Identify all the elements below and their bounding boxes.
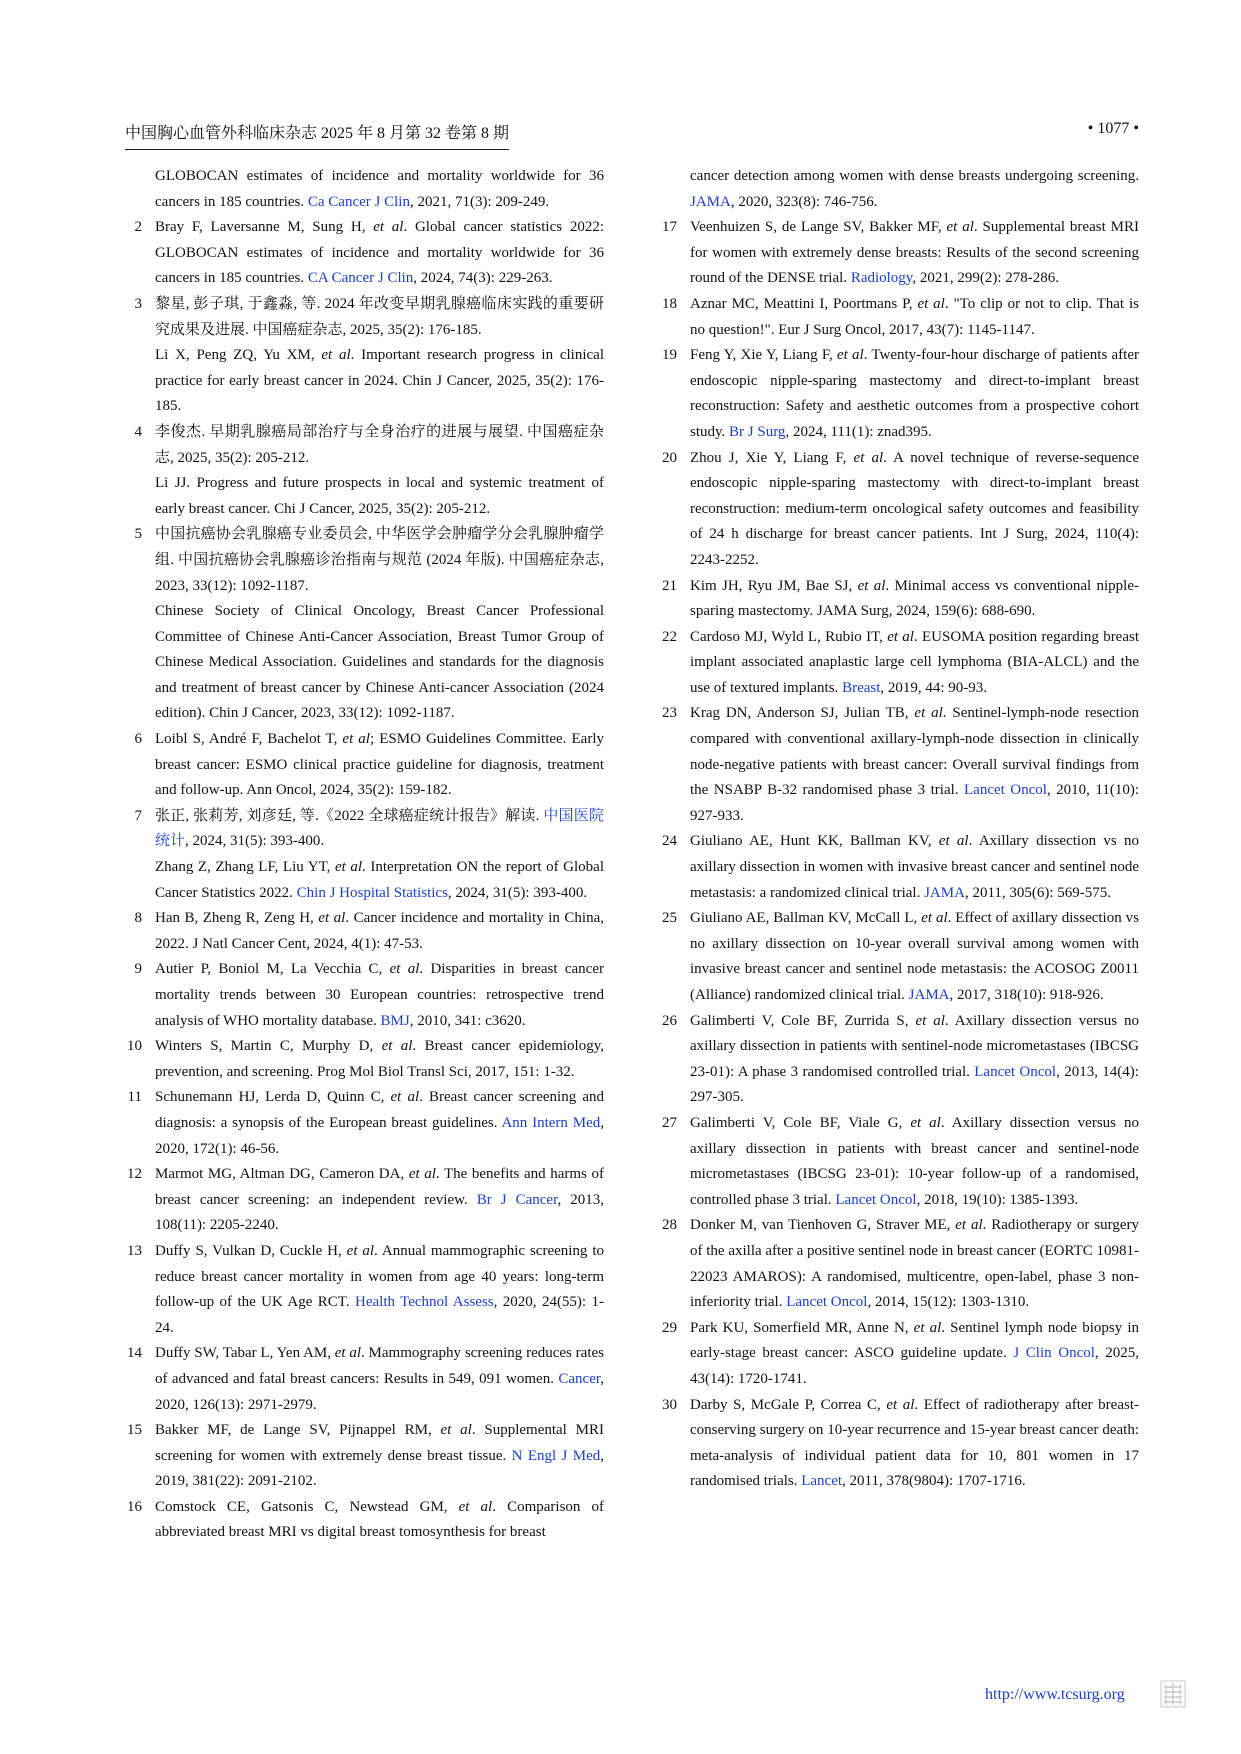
reference-text xyxy=(690,1213,1139,1315)
reference-item xyxy=(122,957,604,1034)
reference-item xyxy=(657,906,1139,1008)
reference-text xyxy=(155,420,604,471)
et-al-text: et al xyxy=(836,347,864,364)
reference-item xyxy=(122,727,604,804)
reference-text xyxy=(155,1034,604,1085)
reference-item xyxy=(122,1239,604,1341)
reference-text xyxy=(155,804,604,855)
reference-number: 30 xyxy=(662,1396,677,1413)
et-al-text: et al xyxy=(381,1038,413,1055)
journal-link[interactable]: JAMA xyxy=(924,884,965,901)
citation-text: Giuliano AE, Ballman KV, McCall L, xyxy=(690,910,922,927)
references-column-right xyxy=(657,164,1139,1495)
journal-link[interactable]: Lancet Oncol xyxy=(974,1063,1057,1080)
reference-number: 24 xyxy=(662,833,677,850)
reference-item xyxy=(122,1495,604,1546)
et-al-text: et al xyxy=(321,347,351,364)
reference-item xyxy=(657,1213,1139,1315)
reference-number: 6 xyxy=(134,731,142,748)
citation-text: . Mammography screening reduces rates of advanced and fatal breast cancers: Results in 549, 091 women. xyxy=(155,1345,604,1387)
reference-text xyxy=(690,215,1139,292)
reference-text xyxy=(155,855,604,906)
citation-text: . Disparities in breast cancer mortality trends between 30 European countries: retrospective trend analysis of WHO mortality database. xyxy=(155,961,604,1029)
reference-item xyxy=(122,420,604,522)
citation-text: Chinese Society of Clinical Oncology, Breast Cancer Professional Committee of Chinese Anti-Cancer Association, Breast Tumor Group of Chinese Medical Association. Guidelines and standards for the diagnosis and treatment of breast cancer by Chinese Anti-cancer Association (2024 edition). Chin J Cancer, 2023, 33(12): 1092-1187. xyxy=(155,603,604,722)
reference-number: 10 xyxy=(127,1038,142,1055)
reference-text xyxy=(155,1085,604,1162)
et-al-text: et al xyxy=(373,219,404,236)
journal-link[interactable]: Radiology xyxy=(850,270,913,287)
et-al-text: et al xyxy=(853,449,884,466)
et-al-text: et al xyxy=(857,577,886,594)
citation-text: . Sentinel lymph node biopsy in early-stage breast cancer: ASCO guideline update. xyxy=(690,1319,1139,1362)
reference-text xyxy=(690,625,1139,702)
journal-link[interactable]: 中国医院统计 xyxy=(155,807,604,850)
journal-link[interactable]: JAMA xyxy=(690,193,731,210)
journal-link[interactable]: Breast xyxy=(842,679,881,696)
citation-text: Li JJ. Progress and future prospects in local and systemic treatment of early breast cancer. Chi J Cancer, 2025, 35(2): 205-212. xyxy=(155,475,604,517)
reference-item xyxy=(657,1009,1139,1111)
journal-link[interactable]: BMJ xyxy=(380,1012,410,1029)
reference-number: 11 xyxy=(127,1089,142,1106)
citation-text: Darby S, McGale P, Correa C, xyxy=(690,1396,887,1413)
journal-link[interactable]: JAMA xyxy=(908,987,950,1003)
citation-text: . A novel technique of reverse-sequence endoscopic nipple-sparing mastectomy with direct-to-implant breast reconstruction: medium-term oncological safety outcomes and feasibility of 24 h discharge for breast cancer patients. Int J Surg, 2024, 110(4): 2243-2252. xyxy=(690,449,1139,568)
citation-text: . Breast cancer epidemiology, prevention, and screening. Prog Mol Biol Transl Sci, 2017, 151: 1-32. xyxy=(155,1038,604,1080)
et-al-text: et al xyxy=(334,1345,362,1362)
reference-number: 12 xyxy=(127,1166,142,1183)
citation-text: Bakker MF, de Lange SV, Pijnappel RM, xyxy=(155,1422,441,1439)
journal-link[interactable]: Br J Cancer xyxy=(476,1191,558,1208)
reference-number: 14 xyxy=(127,1345,142,1362)
citation-text: Zhou J, Xie Y, Liang F, xyxy=(690,449,854,466)
reference-text xyxy=(690,1009,1139,1111)
citation-text: Duffy SW, Tabar L, Yen AM, xyxy=(155,1345,335,1362)
reference-text xyxy=(155,215,604,292)
citation-text: . Breast cancer screening and diagnosis: a synopsis of the European breast guidelines. xyxy=(155,1089,604,1131)
reference-text xyxy=(155,471,604,522)
citation-text: , 2019, 44: 90-93. xyxy=(880,679,988,696)
citation-text: Kim JH, Ryu JM, Bae SJ, xyxy=(690,577,858,594)
running-header xyxy=(125,112,1139,144)
reference-number: 3 xyxy=(134,295,142,312)
reference-text xyxy=(690,1111,1139,1213)
reference-number: 16 xyxy=(127,1498,142,1515)
citation-text: Veenhuizen S, de Lange SV, Bakker MF, xyxy=(690,219,947,236)
citation-text: , 2013, 108(11): 2205-2240. xyxy=(155,1191,604,1234)
journal-link[interactable]: Cancer xyxy=(558,1370,601,1387)
citation-text: . Effect of axillary dissection vs no axillary dissection on 10-year overall survival among women with invasive breast cancer and sentinel node metastasis: the ACOSOG Z0011 (Alliance) randomized clinical trial. xyxy=(690,910,1139,1003)
journal-link[interactable]: N Engl J Med xyxy=(511,1447,601,1464)
journal-link[interactable]: CA Cancer J Clin xyxy=(307,270,414,287)
reference-item xyxy=(657,1316,1139,1393)
citation-text: , 2020, 323(8): 746-756. xyxy=(730,193,878,210)
citation-text: Schunemann HJ, Lerda D, Quinn C, xyxy=(155,1089,391,1106)
citation-text: Galimberti V, Cole BF, Zurrida S, xyxy=(690,1012,916,1029)
citation-text: 黎星, 彭子琪, 于鑫淼, 等. 2024 年改变早期乳腺癌临床实践的重要研究成果及进展. 中国癌症杂志, 2025, 35(2): 176-185. xyxy=(155,295,604,338)
reference-number: 5 xyxy=(134,526,142,543)
citation-text: , 2020, 24(55): 1-24. xyxy=(155,1294,604,1336)
citation-text: Han B, Zheng R, Zeng H, xyxy=(155,910,319,927)
citation-text: , 2017, 318(10): 918-926. xyxy=(949,987,1104,1003)
et-al-text: et al xyxy=(390,1089,420,1106)
journal-link[interactable]: J Clin Oncol xyxy=(1013,1345,1095,1362)
citation-text: , 2020, 126(13): 2971-2979. xyxy=(155,1370,604,1413)
citation-text: Cardoso MJ, Wyld L, Rubio IT, xyxy=(690,628,888,645)
reference-item xyxy=(122,522,604,727)
reference-number: 21 xyxy=(662,577,677,594)
reference-item xyxy=(122,215,604,292)
citation-text: , 2010, 341: c3620. xyxy=(409,1012,526,1029)
journal-link[interactable]: Br J Surg xyxy=(729,423,786,440)
reference-item xyxy=(657,446,1139,574)
citation-text: Krag DN, Anderson SJ, Julian TB, xyxy=(690,705,915,722)
reference-text xyxy=(155,1162,604,1239)
citation-text: . Axillary dissection versus no axillary dissection in patients with breast cancer and sentinel-node micrometastases (IBCSG 23-01): 10-year follow-up of a randomised, controlled phase 3 trial. xyxy=(690,1114,1139,1208)
reference-text xyxy=(690,906,1139,1008)
citation-text: Donker M, van Tienhoven G, Straver ME, xyxy=(690,1217,956,1234)
reference-number: 25 xyxy=(662,910,677,927)
et-al-text: et al xyxy=(440,1422,472,1439)
reference-item xyxy=(657,701,1139,829)
citation-text: , 2024, 31(5): 393-400. xyxy=(447,884,588,901)
page-number: • 1077 • xyxy=(1087,120,1139,137)
reference-number: 8 xyxy=(134,910,142,927)
reference-text xyxy=(690,701,1139,829)
citation-text: Aznar MC, Meattini I, Poortmans P, xyxy=(690,295,918,312)
journal-link[interactable]: Lancet Oncol xyxy=(786,1294,868,1311)
citation-text: . Radiotherapy or surgery of the axilla after a positive sentinel node in breast cancer (EORTC 10981-22023 AMAROS): A randomised, multicentre, open-label, phase 3 non-inferiority trial. xyxy=(690,1217,1139,1311)
reference-text xyxy=(690,574,1139,625)
reference-number: 18 xyxy=(662,295,677,312)
et-al-text: et al xyxy=(334,859,363,876)
reference-text xyxy=(690,829,1139,906)
citation-text: , 2010, 11(10): 927-933. xyxy=(690,782,1139,824)
citation-text: ; ESMO Guidelines Committee. Early breast cancer: ESMO clinical practice guideline for diagnosis, treatment and follow-up. Ann Oncol, 2024, 35(2): 159-182. xyxy=(155,731,604,799)
citation-text: , 2013, 14(4): 297-305. xyxy=(690,1063,1139,1106)
reference-text xyxy=(690,164,1139,215)
citation-text: . Sentinel-lymph-node resection compared with conventional axillary-lymph-node dissection in clinically node-negative patients with breast cancer: Overall survival findings from the NSABP B-32 randomised phase 3 trial. xyxy=(690,705,1139,799)
et-al-text: et al xyxy=(946,219,974,236)
citation-text: . Annual mammographic screening to reduce breast cancer mortality in women from age 40 years: long-term follow-up of the UK Age RCT. xyxy=(155,1242,604,1311)
citation-text: . The benefits and harms of breast cancer screening: an independent review. xyxy=(155,1166,604,1208)
reference-item xyxy=(122,164,604,215)
et-al-text: et al xyxy=(318,910,346,927)
reference-number: 29 xyxy=(662,1319,677,1336)
citation-text: , 2014, 15(12): 1303-1310. xyxy=(867,1294,1030,1311)
citation-text: Autier P, Boniol M, La Vecchia C, xyxy=(155,961,390,978)
reference-text xyxy=(155,164,604,215)
reference-number: 15 xyxy=(127,1422,142,1439)
citation-text: , 2024, 31(5): 393-400. xyxy=(185,833,325,850)
reference-item xyxy=(122,906,604,957)
reference-text xyxy=(690,1393,1139,1495)
reference-item xyxy=(657,292,1139,343)
reference-text xyxy=(155,1239,604,1341)
citation-text: cancer detection among women with dense breasts undergoing screening. xyxy=(690,168,1139,184)
citation-text: . Interpretation ON the report of Global Cancer Statistics 2022. xyxy=(155,859,604,901)
citation-text: . "To clip or not to clip. That is no question!". Eur J Surg Oncol, 2017, 43(7): 1145-1147. xyxy=(690,295,1140,338)
citation-text: . Minimal access vs conventional nipple-sparing mastectomy. JAMA Surg, 2024, 159(6): 688-690. xyxy=(690,577,1139,620)
citation-text: . Comparison of abbreviated breast MRI vs digital breast tomosynthesis for breast xyxy=(155,1498,604,1541)
reference-number: 23 xyxy=(662,705,677,722)
et-al-text: et al xyxy=(917,295,945,312)
reference-number: 2 xyxy=(134,219,142,236)
reference-item xyxy=(657,829,1139,906)
journal-logo-icon xyxy=(1160,1680,1186,1708)
reference-text xyxy=(155,599,604,727)
et-al-text: et al xyxy=(938,833,969,850)
journal-link[interactable]: Lancet xyxy=(801,1473,843,1490)
reference-text xyxy=(155,343,604,420)
reference-item xyxy=(122,1034,604,1085)
citation-text: , 2011, 378(9804): 1707-1716. xyxy=(842,1473,1026,1490)
reference-item xyxy=(122,804,604,906)
reference-item xyxy=(657,343,1139,445)
reference-item xyxy=(657,1393,1139,1495)
reference-item xyxy=(122,1162,604,1239)
et-al-text: et al xyxy=(458,1498,493,1515)
citation-text: Comstock CE, Gatsonis C, Newstead GM, xyxy=(155,1498,459,1515)
reference-number: 7 xyxy=(134,807,142,824)
citation-text: 李俊杰. 早期乳腺癌局部治疗与全身治疗的进展与展望. 中国癌症杂志, 2025, 35(2): 205-212. xyxy=(155,423,604,466)
reference-number: 17 xyxy=(662,219,677,236)
reference-number: 9 xyxy=(134,961,142,978)
citation-text: Zhang Z, Zhang LF, Liu YT, xyxy=(155,859,335,876)
citation-text: Park KU, Somerfield MR, Anne N, xyxy=(690,1319,914,1336)
reference-item xyxy=(657,625,1139,702)
citation-text: Bray F, Laversanne M, Sung H, xyxy=(155,219,374,236)
reference-text xyxy=(690,343,1139,445)
citation-text: . EUSOMA position regarding breast implant associated anaplastic large cell lymphoma (BIA-ALCL) and the use of textured implants. xyxy=(690,628,1140,696)
citation-text: . Supplemental breast MRI for women with extremely dense breasts: Results of the second screening round of the DENSE trial. xyxy=(690,219,1139,287)
reference-item xyxy=(122,1085,604,1162)
et-al-text: et al xyxy=(346,1242,375,1259)
reference-text xyxy=(690,1316,1139,1393)
reference-number: 19 xyxy=(662,347,677,364)
citation-text: . Global cancer statistics 2022: GLOBOCAN estimates of incidence and mortality worldwide for 36 cancers in 185 countries. xyxy=(155,219,604,287)
reference-item xyxy=(122,1418,604,1495)
citation-text: , 2018, 19(10): 1385-1393. xyxy=(916,1191,1079,1208)
citation-text: . Twenty-four-hour discharge of patients after endoscopic nipple-sparing mastectomy and direct-to-implant breast reconstruction: Safety and aesthetic outcomes from a prospective cohort study. xyxy=(690,347,1139,440)
citation-text: Marmot MG, Altman DG, Cameron DA, xyxy=(155,1166,409,1183)
journal-link[interactable]: Ca Cancer J Clin xyxy=(307,193,410,210)
reference-text xyxy=(155,1341,604,1418)
citation-text: , 2021, 299(2): 278-286. xyxy=(912,270,1059,287)
reference-number: 26 xyxy=(662,1012,677,1029)
reference-text xyxy=(155,727,604,804)
et-al-text: et al xyxy=(914,705,943,722)
et-al-text: et al xyxy=(389,961,420,978)
citation-text: , 2025, 43(14): 1720-1741. xyxy=(690,1345,1140,1387)
reference-item xyxy=(122,292,604,420)
reference-text xyxy=(690,292,1139,343)
reference-item xyxy=(657,215,1139,292)
citation-text: Loibl S, André F, Bachelot T, xyxy=(155,731,343,748)
citation-text: , 2024, 111(1): znad395. xyxy=(785,423,932,440)
reference-item xyxy=(657,574,1139,625)
citation-text: Winters S, Martin C, Murphy D, xyxy=(155,1038,382,1055)
reference-number: 22 xyxy=(662,628,677,645)
reference-text xyxy=(155,906,604,957)
citation-text: , 2024, 74(3): 229-263. xyxy=(413,270,553,287)
reference-number: 28 xyxy=(662,1217,677,1234)
citation-text: , 2011, 305(6): 569-575. xyxy=(964,884,1112,901)
citation-text: . Cancer incidence and mortality in China, 2022. J Natl Cancer Cent, 2024, 4(1): 47-53. xyxy=(155,910,604,952)
citation-text: . Important research progress in clinical practice for early breast cancer in 2024. Chin J Cancer, 2025, 35(2): 176-185. xyxy=(155,347,604,415)
citation-text: GLOBOCAN estimates of incidence and mortality worldwide for 36 cancers in 185 countries. xyxy=(155,168,604,210)
et-al-text: et al xyxy=(342,731,370,748)
reference-text xyxy=(690,446,1139,574)
reference-number: 13 xyxy=(127,1242,142,1259)
reference-number: 27 xyxy=(662,1114,677,1131)
et-al-text: et al xyxy=(921,910,948,927)
citation-text: Feng Y, Xie Y, Liang F, xyxy=(690,347,837,364)
citation-text: . Effect of radiotherapy after breast-conserving surgery on 10-year recurrence and 15-year breast cancer death: meta-analysis of individual patient data for 10, 801 women in 17 randomised trials. xyxy=(690,1396,1139,1490)
reference-item xyxy=(122,1341,604,1418)
journal-title: 中国胸心血管外科临床杂志 2025 年 8 月第 32 卷第 8 期 xyxy=(125,120,509,150)
journal-link[interactable]: Lancet Oncol xyxy=(964,782,1047,799)
reference-number: 20 xyxy=(662,449,677,466)
citation-text: Li X, Peng ZQ, Yu XM, xyxy=(155,347,322,364)
et-al-text: et al xyxy=(886,1396,915,1413)
journal-link[interactable]: Health Technol Assess xyxy=(355,1294,494,1311)
citation-text: Giuliano AE, Hunt KK, Ballman KV, xyxy=(690,833,939,850)
reference-text xyxy=(155,1495,604,1546)
et-al-text: et al xyxy=(955,1217,983,1234)
reference-text xyxy=(155,1418,604,1495)
journal-link[interactable]: Lancet Oncol xyxy=(835,1191,917,1208)
journal-url-link[interactable]: http://www.tcsurg.org xyxy=(985,1686,1125,1703)
citation-text: , 2019, 381(22): 2091-2102. xyxy=(155,1447,604,1490)
journal-link[interactable]: Chin J Hospital Statistics xyxy=(296,884,448,901)
citation-text: , 2020, 172(1): 46-56. xyxy=(155,1114,604,1157)
reference-text xyxy=(155,957,604,1034)
reference-text xyxy=(155,292,604,343)
citation-text: , 2021, 71(3): 209-249. xyxy=(409,193,550,210)
et-al-text: et al xyxy=(915,1012,945,1029)
et-al-text: et al xyxy=(913,1319,942,1336)
et-al-text: et al xyxy=(887,628,914,645)
et-al-text: et al xyxy=(910,1114,941,1131)
reference-text xyxy=(155,522,604,599)
citation-text: 张正, 张莉芳, 刘彦廷, 等.《2022 全球癌症统计报告》解读. xyxy=(155,807,544,824)
journal-link[interactable]: Ann Intern Med xyxy=(501,1114,601,1131)
reference-item xyxy=(657,1111,1139,1213)
citation-text: . Supplemental MRI screening for women with extremely dense breast tissue. xyxy=(155,1422,604,1464)
et-al-text: et al xyxy=(408,1166,436,1183)
citation-text: . Axillary dissection versus no axillary dissection in patients with sentinel-node micrometastases (IBCSG 23-01): A phase 3 randomised controlled trial. xyxy=(690,1012,1140,1080)
citation-text: 中国抗癌协会乳腺癌专业委员会, 中华医学会肿瘤学分会乳腺肿瘤学组. 中国抗癌协会乳腺癌诊治指南与规范 (2024 年版). 中国癌症杂志, 2023, 33(12): 1092-1187. xyxy=(155,526,604,594)
citation-text: Galimberti V, Cole BF, Viale G, xyxy=(690,1114,911,1131)
reference-item xyxy=(657,164,1139,215)
citation-text: Duffy S, Vulkan D, Cuckle H, xyxy=(155,1242,347,1259)
references-column-left xyxy=(122,164,604,1546)
footer xyxy=(985,1686,1125,1704)
citation-text: . Axillary dissection vs no axillary dissection in women with invasive breast cancer and sentinel node metastasis: a randomized clinical trial. xyxy=(690,833,1139,901)
reference-number: 4 xyxy=(134,423,142,440)
